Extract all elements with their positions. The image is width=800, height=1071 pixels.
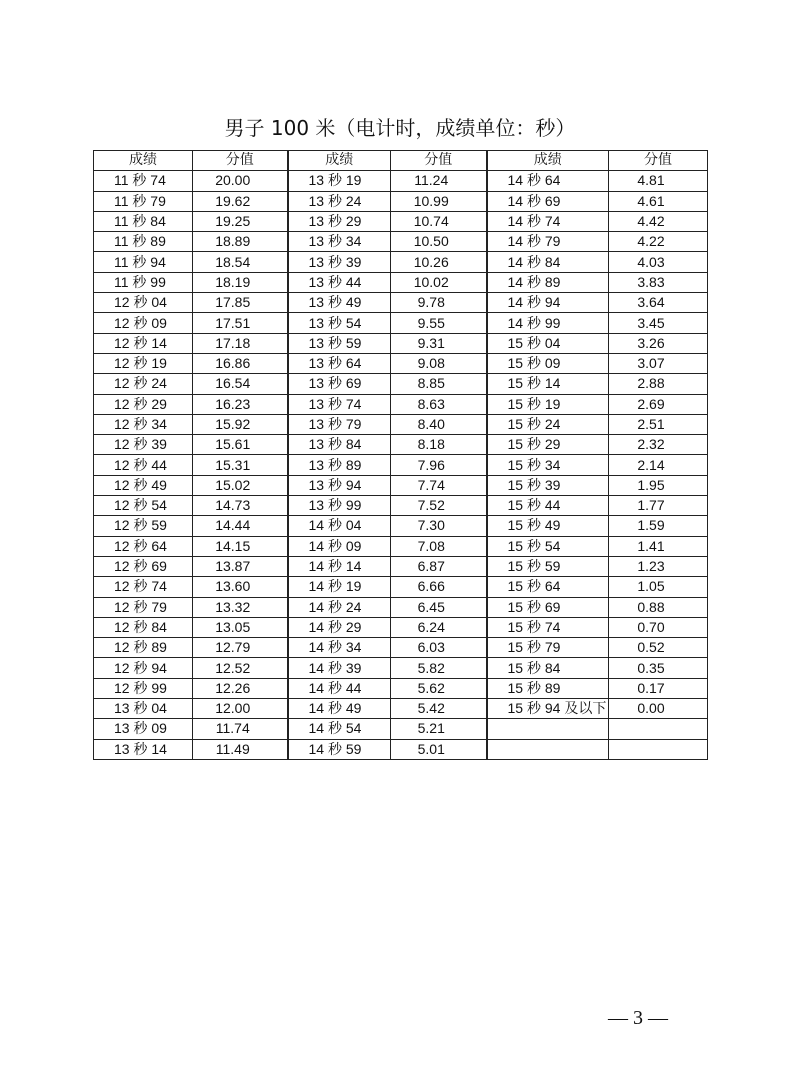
score-cell: 14.15 xyxy=(193,536,288,556)
time-cell: 15 秒 89 xyxy=(487,678,609,698)
score-cell: 11.24 xyxy=(391,171,487,191)
time-cell: 15 秒 24 xyxy=(487,414,609,434)
time-cell: 12 秒 59 xyxy=(94,516,193,536)
table-row xyxy=(94,577,708,597)
time-cell: 15 秒 09 xyxy=(487,353,609,373)
time-cell: 13 秒 49 xyxy=(288,293,391,313)
time-cell: 12 秒 94 xyxy=(94,658,193,678)
score-cell: 7.08 xyxy=(391,536,487,556)
table-row xyxy=(94,435,708,455)
score-cell: 9.78 xyxy=(391,293,487,313)
score-cell: 4.81 xyxy=(609,171,708,191)
table-row xyxy=(94,536,708,556)
time-cell: 11 秒 84 xyxy=(94,211,193,231)
time-cell: 12 秒 69 xyxy=(94,556,193,576)
score-cell: 1.05 xyxy=(609,577,708,597)
time-cell: 15 秒 19 xyxy=(487,394,609,414)
time-cell xyxy=(487,719,609,739)
table-row xyxy=(94,556,708,576)
score-cell: 12.26 xyxy=(193,678,288,698)
time-cell: 15 秒 59 xyxy=(487,556,609,576)
score-cell: 6.45 xyxy=(391,597,487,617)
time-cell: 13 秒 94 xyxy=(288,475,391,495)
score-cell: 19.25 xyxy=(193,211,288,231)
score-cell: 17.18 xyxy=(193,333,288,353)
time-cell: 14 秒 84 xyxy=(487,252,609,272)
score-cell: 0.17 xyxy=(609,678,708,698)
time-cell: 15 秒 54 xyxy=(487,536,609,556)
time-cell: 13 秒 89 xyxy=(288,455,391,475)
time-cell: 13 秒 14 xyxy=(94,739,193,759)
time-cell: 12 秒 14 xyxy=(94,333,193,353)
score-cell: 10.02 xyxy=(391,272,487,292)
score-cell: 5.82 xyxy=(391,658,487,678)
time-cell: 14 秒 79 xyxy=(487,232,609,252)
time-cell: 11 秒 79 xyxy=(94,191,193,211)
table-row xyxy=(94,739,708,759)
time-cell: 12 秒 54 xyxy=(94,496,193,516)
score-cell: 13.87 xyxy=(193,556,288,576)
time-cell: 15 秒 39 xyxy=(487,475,609,495)
time-cell: 14 秒 39 xyxy=(288,658,391,678)
time-cell: 13 秒 74 xyxy=(288,394,391,414)
time-cell: 12 秒 04 xyxy=(94,293,193,313)
time-cell: 14 秒 44 xyxy=(288,678,391,698)
score-cell: 1.77 xyxy=(609,496,708,516)
score-cell: 8.40 xyxy=(391,414,487,434)
table-row xyxy=(94,232,708,252)
score-cell: 12.52 xyxy=(193,658,288,678)
score-cell: 4.22 xyxy=(609,232,708,252)
time-cell: 14 秒 14 xyxy=(288,556,391,576)
time-cell: 13 秒 69 xyxy=(288,374,391,394)
score-cell: 2.51 xyxy=(609,414,708,434)
score-cell: 14.44 xyxy=(193,516,288,536)
score-cell: 6.03 xyxy=(391,638,487,658)
table-row xyxy=(94,658,708,678)
time-cell: 14 秒 69 xyxy=(487,191,609,211)
score-cell: 1.41 xyxy=(609,536,708,556)
score-cell: 11.74 xyxy=(193,719,288,739)
time-cell: 13 秒 29 xyxy=(288,211,391,231)
table-row xyxy=(94,191,708,211)
time-cell: 14 秒 99 xyxy=(487,313,609,333)
time-cell: 15 秒 94 及以下 xyxy=(487,699,609,719)
time-cell: 13 秒 34 xyxy=(288,232,391,252)
time-cell: 15 秒 84 xyxy=(487,658,609,678)
time-cell: 14 秒 64 xyxy=(487,171,609,191)
time-cell: 13 秒 84 xyxy=(288,435,391,455)
score-cell: 14.73 xyxy=(193,496,288,516)
time-cell: 12 秒 09 xyxy=(94,313,193,333)
time-cell: 13 秒 79 xyxy=(288,414,391,434)
table-row xyxy=(94,496,708,516)
score-cell: 7.74 xyxy=(391,475,487,495)
score-cell: 15.92 xyxy=(193,414,288,434)
score-cell: 8.85 xyxy=(391,374,487,394)
score-cell: 4.42 xyxy=(609,211,708,231)
column-header-time: 成绩 xyxy=(288,151,391,171)
time-cell: 14 秒 54 xyxy=(288,719,391,739)
time-cell: 13 秒 54 xyxy=(288,313,391,333)
time-cell: 14 秒 94 xyxy=(487,293,609,313)
time-cell: 15 秒 69 xyxy=(487,597,609,617)
time-cell: 15 秒 79 xyxy=(487,638,609,658)
time-cell: 14 秒 59 xyxy=(288,739,391,759)
score-cell: 1.23 xyxy=(609,556,708,576)
time-cell: 15 秒 44 xyxy=(487,496,609,516)
score-cell: 9.31 xyxy=(391,333,487,353)
table-row xyxy=(94,455,708,475)
score-cell: 10.50 xyxy=(391,232,487,252)
column-header-score: 分值 xyxy=(193,151,288,171)
score-cell: 5.21 xyxy=(391,719,487,739)
score-cell: 0.70 xyxy=(609,617,708,637)
time-cell: 14 秒 49 xyxy=(288,699,391,719)
score-cell: 17.51 xyxy=(193,313,288,333)
time-cell: 13 秒 24 xyxy=(288,191,391,211)
table-row xyxy=(94,394,708,414)
time-cell: 13 秒 09 xyxy=(94,719,193,739)
table-body xyxy=(94,171,708,760)
score-cell: 18.89 xyxy=(193,232,288,252)
time-cell: 13 秒 99 xyxy=(288,496,391,516)
time-cell: 12 秒 24 xyxy=(94,374,193,394)
score-cell: 19.62 xyxy=(193,191,288,211)
time-cell: 15 秒 04 xyxy=(487,333,609,353)
score-cell xyxy=(609,739,708,759)
page-number: — 3 — xyxy=(608,1007,668,1029)
score-cell: 8.63 xyxy=(391,394,487,414)
score-cell: 3.64 xyxy=(609,293,708,313)
score-cell: 0.00 xyxy=(609,699,708,719)
time-cell: 11 秒 94 xyxy=(94,252,193,272)
score-cell: 18.54 xyxy=(193,252,288,272)
table-row xyxy=(94,597,708,617)
score-cell: 4.03 xyxy=(609,252,708,272)
score-cell: 13.60 xyxy=(193,577,288,597)
score-cell: 0.88 xyxy=(609,597,708,617)
time-cell: 13 秒 39 xyxy=(288,252,391,272)
score-cell: 16.54 xyxy=(193,374,288,394)
score-cell: 10.74 xyxy=(391,211,487,231)
time-cell: 13 秒 19 xyxy=(288,171,391,191)
time-cell: 12 秒 89 xyxy=(94,638,193,658)
table-row xyxy=(94,171,708,191)
time-cell: 11 秒 99 xyxy=(94,272,193,292)
time-cell: 14 秒 09 xyxy=(288,536,391,556)
score-cell: 1.59 xyxy=(609,516,708,536)
time-cell: 13 秒 04 xyxy=(94,699,193,719)
table-row xyxy=(94,313,708,333)
time-cell: 14 秒 19 xyxy=(288,577,391,597)
table-row xyxy=(94,678,708,698)
score-cell: 6.24 xyxy=(391,617,487,637)
score-cell: 12.00 xyxy=(193,699,288,719)
score-cell: 4.61 xyxy=(609,191,708,211)
score-cell: 7.52 xyxy=(391,496,487,516)
table-row xyxy=(94,617,708,637)
time-cell: 11 秒 89 xyxy=(94,232,193,252)
column-header-time: 成绩 xyxy=(487,151,609,171)
table-row xyxy=(94,719,708,739)
time-cell: 12 秒 34 xyxy=(94,414,193,434)
time-cell: 15 秒 29 xyxy=(487,435,609,455)
score-cell: 17.85 xyxy=(193,293,288,313)
score-cell: 12.79 xyxy=(193,638,288,658)
score-cell: 9.55 xyxy=(391,313,487,333)
time-cell: 14 秒 89 xyxy=(487,272,609,292)
score-cell: 3.83 xyxy=(609,272,708,292)
table-row xyxy=(94,353,708,373)
score-cell: 5.62 xyxy=(391,678,487,698)
score-cell: 3.26 xyxy=(609,333,708,353)
score-cell: 15.02 xyxy=(193,475,288,495)
time-cell: 14 秒 74 xyxy=(487,211,609,231)
score-cell: 3.07 xyxy=(609,353,708,373)
score-cell: 2.88 xyxy=(609,374,708,394)
time-cell: 12 秒 49 xyxy=(94,475,193,495)
time-cell: 12 秒 84 xyxy=(94,617,193,637)
table-row xyxy=(94,475,708,495)
table-header-row xyxy=(94,151,708,171)
time-cell: 14 秒 34 xyxy=(288,638,391,658)
table-row xyxy=(94,414,708,434)
score-cell: 18.19 xyxy=(193,272,288,292)
table-row xyxy=(94,252,708,272)
score-cell: 16.86 xyxy=(193,353,288,373)
time-cell: 13 秒 59 xyxy=(288,333,391,353)
score-table xyxy=(93,150,708,760)
score-cell: 16.23 xyxy=(193,394,288,414)
time-cell: 14 秒 29 xyxy=(288,617,391,637)
table-row xyxy=(94,699,708,719)
score-cell: 7.30 xyxy=(391,516,487,536)
table-row xyxy=(94,638,708,658)
time-cell: 12 秒 19 xyxy=(94,353,193,373)
time-cell: 15 秒 64 xyxy=(487,577,609,597)
score-cell: 8.18 xyxy=(391,435,487,455)
time-cell: 14 秒 04 xyxy=(288,516,391,536)
table-row xyxy=(94,516,708,536)
time-cell: 12 秒 44 xyxy=(94,455,193,475)
time-cell: 12 秒 99 xyxy=(94,678,193,698)
time-cell: 12 秒 74 xyxy=(94,577,193,597)
score-cell: 10.99 xyxy=(391,191,487,211)
score-cell: 2.69 xyxy=(609,394,708,414)
column-header-time: 成绩 xyxy=(94,151,193,171)
time-cell: 11 秒 74 xyxy=(94,171,193,191)
time-cell: 12 秒 79 xyxy=(94,597,193,617)
table-row xyxy=(94,272,708,292)
score-cell: 3.45 xyxy=(609,313,708,333)
time-cell: 13 秒 44 xyxy=(288,272,391,292)
score-cell: 7.96 xyxy=(391,455,487,475)
time-cell: 14 秒 24 xyxy=(288,597,391,617)
score-cell: 2.32 xyxy=(609,435,708,455)
score-cell: 13.32 xyxy=(193,597,288,617)
page-title: 男子 100 米（电计时，成绩单位：秒） xyxy=(224,116,576,140)
score-cell: 20.00 xyxy=(193,171,288,191)
time-cell: 13 秒 64 xyxy=(288,353,391,373)
table-row xyxy=(94,293,708,313)
score-cell: 15.61 xyxy=(193,435,288,455)
time-cell: 15 秒 49 xyxy=(487,516,609,536)
time-cell: 15 秒 14 xyxy=(487,374,609,394)
time-cell: 15 秒 74 xyxy=(487,617,609,637)
table-row xyxy=(94,374,708,394)
score-cell: 11.49 xyxy=(193,739,288,759)
time-cell xyxy=(487,739,609,759)
score-cell: 5.42 xyxy=(391,699,487,719)
score-cell: 6.66 xyxy=(391,577,487,597)
score-cell: 15.31 xyxy=(193,455,288,475)
score-cell: 10.26 xyxy=(391,252,487,272)
score-cell: 0.35 xyxy=(609,658,708,678)
score-cell: 13.05 xyxy=(193,617,288,637)
score-cell: 0.52 xyxy=(609,638,708,658)
score-cell xyxy=(609,719,708,739)
column-header-score: 分值 xyxy=(391,151,487,171)
score-cell: 6.87 xyxy=(391,556,487,576)
time-cell: 12 秒 64 xyxy=(94,536,193,556)
score-cell: 1.95 xyxy=(609,475,708,495)
table-row xyxy=(94,333,708,353)
table-row xyxy=(94,211,708,231)
score-cell: 2.14 xyxy=(609,455,708,475)
column-header-score: 分值 xyxy=(609,151,708,171)
time-cell: 15 秒 34 xyxy=(487,455,609,475)
score-cell: 5.01 xyxy=(391,739,487,759)
time-cell: 12 秒 39 xyxy=(94,435,193,455)
score-cell: 9.08 xyxy=(391,353,487,373)
time-cell: 12 秒 29 xyxy=(94,394,193,414)
